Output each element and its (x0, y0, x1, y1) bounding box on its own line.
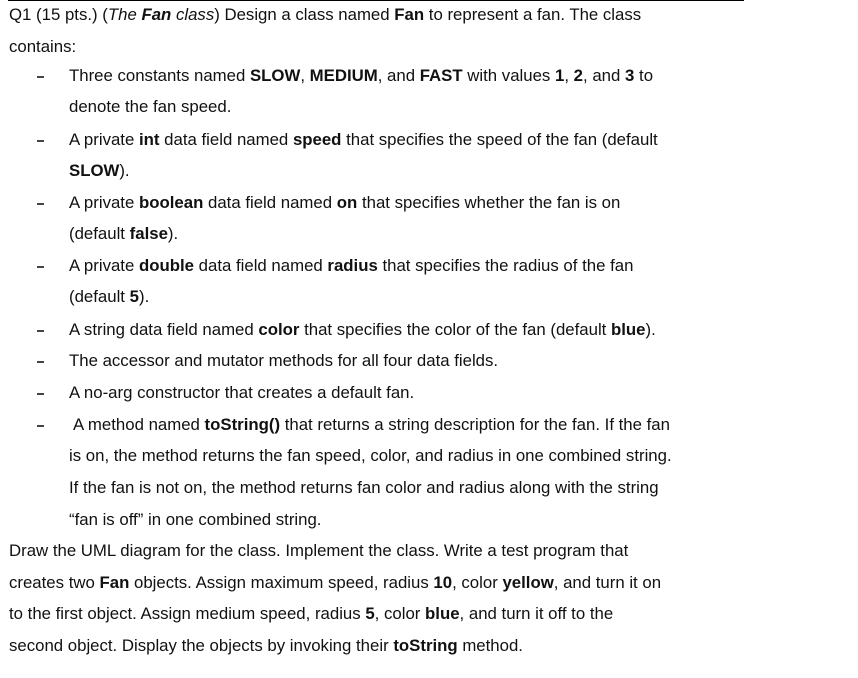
closing-line-1: Draw the UML diagram for the class. Implement the class. Write a test program that (9, 541, 629, 560)
bullet-dash (37, 203, 44, 205)
bullet-constants: Three constants named SLOW, MEDIUM, and FAST with values 1, 2, and 3 to (69, 66, 654, 85)
bullet-speed-field: A private int data field named speed that specifies the speed of the fan (default (69, 130, 658, 149)
bullet-dash (37, 425, 44, 427)
bullet-dash (37, 393, 44, 395)
question-intro-continued: contains: (9, 37, 77, 56)
bullet-tostring-cont-1: is on, the method returns the fan speed, color, and radius in one combined string. (69, 446, 672, 465)
bullet-color-field: A string data field named color that specifies the color of the fan (default blue). (69, 320, 656, 339)
bullet-constructor: A no-arg constructor that creates a default fan. (69, 383, 415, 402)
closing-line-2: creates two Fan objects. Assign maximum speed, radius 10, color yellow, and turn it on (9, 573, 662, 592)
bullet-tostring-cont-2: If the fan is not on, the method returns fan color and radius along with the string (69, 478, 659, 497)
bullet-dash (37, 330, 44, 332)
question-header: Q1 (15 pts.) (The Fan class) Design a class named Fan to represent a fan. The class (9, 5, 642, 24)
closing-line-3: to the first object. Assign medium speed, radius 5, color blue, and turn it off to the (9, 604, 614, 623)
bullet-constants-cont: denote the fan speed. (69, 97, 232, 116)
bullet-dash (37, 266, 44, 268)
bullet-radius-field-cont: (default 5). (69, 287, 150, 306)
bullet-tostring: A method named toString() that returns a string description for the fan. If the fan (73, 415, 670, 434)
class-name: Fan (141, 5, 172, 24)
bullet-dash (37, 361, 44, 363)
bullet-speed-field-cont: SLOW). (69, 161, 130, 180)
bullet-on-field: A private boolean data field named on that specifies whether the fan is on (69, 193, 621, 212)
bullet-dash (37, 76, 44, 78)
bullet-radius-field: A private double data field named radius that specifies the radius of the fan (69, 256, 634, 275)
bullet-tostring-cont-3: “fan is off” in one combined string. (69, 510, 322, 529)
top-rule (8, 0, 744, 1)
bullet-on-field-cont: (default false). (69, 224, 179, 243)
closing-line-4: second object. Display the objects by invoking their toString method. (9, 636, 523, 655)
question-number: Q1 (15 pts.) (9, 5, 98, 24)
bullet-dash (37, 140, 44, 142)
bullet-accessors: The accessor and mutator methods for all four data fields. (69, 351, 499, 370)
